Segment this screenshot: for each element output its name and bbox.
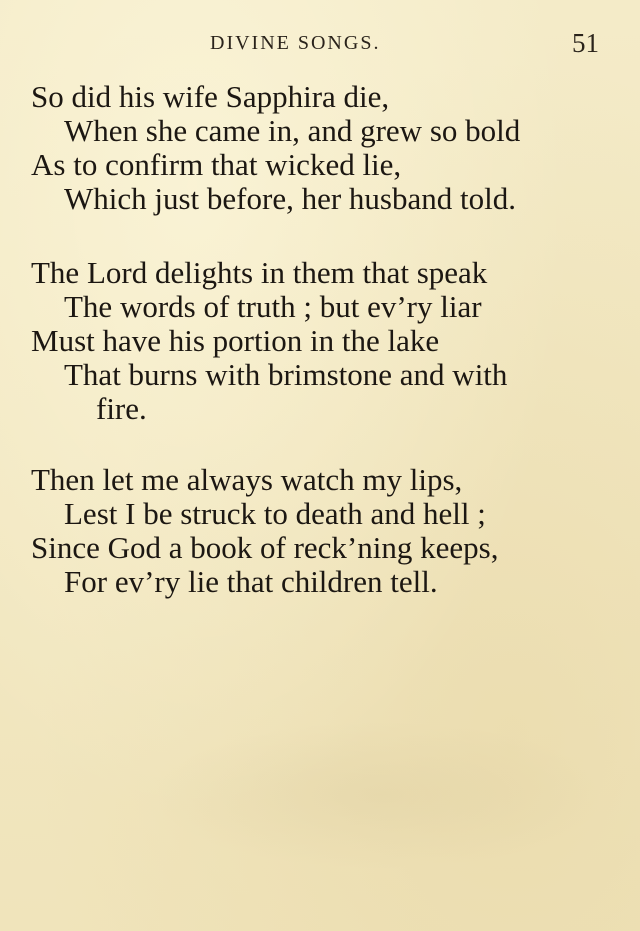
verse-line-continuation: fire.: [96, 391, 147, 426]
page-number: 51: [572, 28, 599, 58]
paper-show-through: [150, 720, 610, 870]
verse-line: For ev’ry lie that children tell.: [64, 564, 438, 599]
verse-line: When she came in, and grew so bold: [64, 113, 521, 148]
verse-line: The words of truth ; but ev’ry liar: [64, 289, 482, 324]
verse-line: As to confirm that wicked lie,: [31, 147, 402, 182]
running-head: [0, 28, 640, 62]
verse-line: So did his wife Sapphira die,: [31, 79, 390, 114]
verse-line: Which just before, her husband told.: [64, 181, 516, 216]
verse-line: Since God a book of reck’ning keeps,: [31, 530, 499, 565]
verse-line: The Lord delights in them that speak: [31, 255, 488, 290]
verse-line: Then let me always watch my lips,: [31, 462, 463, 497]
running-title: DIVINE SONGS.: [210, 32, 381, 54]
verse-line: That burns with brimstone and with: [64, 357, 508, 392]
verse-line: Must have his portion in the lake: [31, 323, 440, 358]
verse-line: Lest I be struck to death and hell ;: [64, 496, 486, 531]
